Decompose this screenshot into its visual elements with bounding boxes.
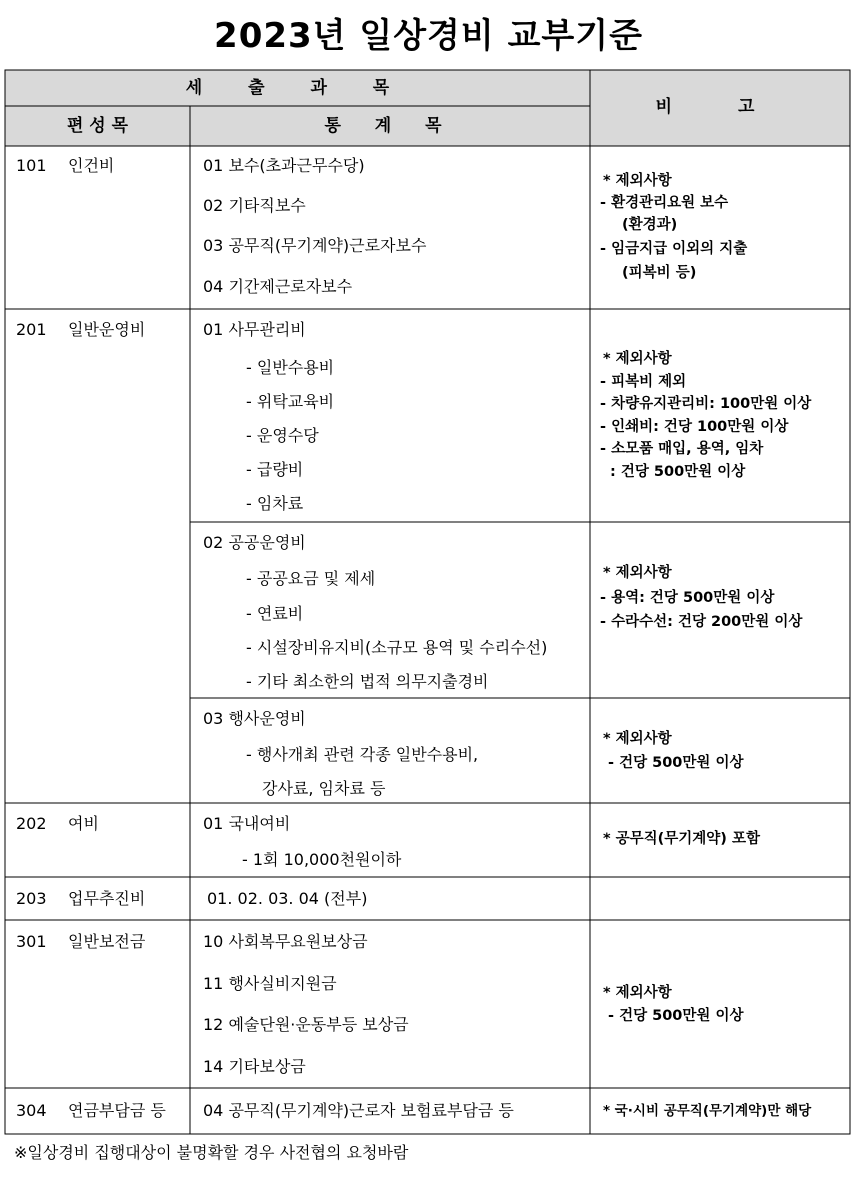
row-301-name: 일반보전금 [68, 932, 146, 951]
header-tonggye: 통 계 목 [324, 116, 456, 136]
row-301-item: 11 행사실비지원금 [203, 974, 337, 993]
header-group: 세 출 과 목 [185, 78, 410, 98]
row-201-g2-note: - 수라수선: 건당 200만원 이상 [600, 614, 803, 630]
row-201-g2-item: - 시설장비유지비(소규모 용역 및 수리수선) [246, 638, 548, 657]
row-304-code: 304 [16, 1101, 47, 1120]
row-203-code: 203 [16, 889, 47, 908]
row-101-note: (피복비 등) [622, 265, 697, 281]
row-201-g2-item: - 기타 최소한의 법적 의무지출경비 [246, 672, 489, 691]
row-201-name: 일반운영비 [68, 320, 146, 339]
row-101-note: - 임금지급 이외의 지출 [600, 241, 748, 257]
row-201-g3-item: - 행사개최 관련 각종 일반수용비, [246, 745, 479, 764]
row-201-g1-note: - 인쇄비: 건당 100만원 이상 [600, 419, 789, 435]
row-201-g2-item: - 연료비 [246, 604, 304, 623]
row-201-g1-note: - 피복비 제외 [600, 374, 687, 390]
row-201-g1-item: - 일반수용비 [246, 358, 335, 377]
row-304-name: 연금부담금 등 [68, 1101, 166, 1120]
row-201-g1-item: 01 사무관리비 [203, 320, 306, 339]
row-201-g1-note: - 소모품 매입, 용역, 임차 [600, 441, 764, 457]
row-101-note: * 제외사항 [603, 173, 672, 189]
row-301-item: 10 사회복무요원보상금 [203, 932, 368, 951]
row-201-g1-item: - 위탁교육비 [246, 392, 335, 411]
row-201-g3-note: - 건당 500만원 이상 [608, 755, 744, 771]
row-201-g1-item: - 운영수당 [246, 426, 319, 445]
row-201-g1-note: : 건당 500만원 이상 [610, 464, 746, 480]
row-101-item: 01 보수(초과근무수당) [203, 156, 365, 175]
row-202-item: 01 국내여비 [203, 814, 291, 833]
row-301-item: 12 예술단원·운동부등 보상금 [203, 1015, 409, 1034]
row-203-name: 업무추진비 [68, 889, 146, 908]
row-101-note: (환경과) [622, 217, 678, 233]
footnote: ※일상경비 집행대상이 불명확할 경우 사전협의 요청바람 [14, 1143, 409, 1162]
row-101-item: 02 기타직보수 [203, 196, 306, 215]
row-201-g2-item: 02 공공운영비 [203, 533, 306, 552]
row-201-g2-note: - 용역: 건당 500만원 이상 [600, 590, 775, 606]
row-201-g1-item: - 임차료 [246, 494, 304, 513]
row-301-note: - 건당 500만원 이상 [608, 1008, 744, 1024]
page-title: 2023년 일상경비 교부기준 [214, 16, 643, 56]
row-101-item: 03 공무직(무기계약)근로자보수 [203, 236, 427, 255]
row-201-g1-note: * 제외사항 [603, 351, 672, 367]
row-203-item: 01. 02. 03. 04 (전부) [207, 889, 368, 908]
header-bigo: 비 고 [655, 97, 785, 117]
row-304-note: * 국·시비 공무직(무기계약)만 해당 [603, 1103, 812, 1119]
row-301-note: * 제외사항 [603, 985, 672, 1001]
row-101-name: 인건비 [68, 156, 115, 175]
row-301-item: 14 기타보상금 [203, 1057, 306, 1076]
row-201-g1-item: - 급량비 [246, 460, 304, 479]
row-201-g3-note: * 제외사항 [603, 731, 672, 747]
row-202-note: * 공무직(무기계약) 포함 [603, 831, 760, 847]
row-201-code: 201 [16, 320, 47, 339]
header-pyeonseong: 편 성 목 [66, 116, 129, 136]
row-202-code: 202 [16, 814, 47, 833]
row-301-code: 301 [16, 932, 47, 951]
row-201-g1-note: - 차량유지관리비: 100만원 이상 [600, 396, 812, 412]
row-202-item: - 1회 10,000천원이하 [242, 850, 402, 869]
row-201-g2-note: * 제외사항 [603, 565, 672, 581]
row-201-g2-item: - 공공요금 및 제세 [246, 569, 376, 588]
row-201-g3-item: 03 행사운영비 [203, 709, 306, 728]
row-101-item: 04 기간제근로자보수 [203, 277, 353, 296]
row-101-note: - 환경관리요원 보수 [600, 195, 729, 211]
row-304-item: 04 공무직(무기계약)근로자 보험료부담금 등 [203, 1101, 514, 1120]
row-201-g3-item: 강사료, 임차료 등 [262, 779, 386, 798]
row-101-code: 101 [16, 156, 47, 175]
row-202-name: 여비 [68, 814, 99, 833]
